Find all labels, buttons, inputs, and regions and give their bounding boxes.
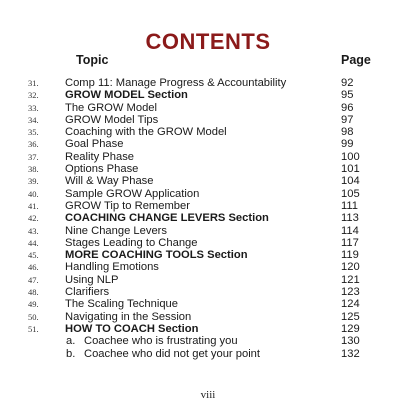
toc-row bbox=[0, 348, 416, 360]
toc-item-label: MORE COACHING TOOLS Section bbox=[65, 249, 248, 262]
toc-item-label: The Scaling Technique bbox=[65, 298, 178, 311]
toc-item-number: 46. bbox=[28, 262, 39, 273]
toc-item-number: 38. bbox=[28, 164, 39, 175]
toc-page-number: 101 bbox=[341, 163, 360, 176]
toc-item-label: Will & Way Phase bbox=[65, 175, 154, 188]
toc-item-number: 48. bbox=[28, 287, 39, 298]
toc-page-number: 100 bbox=[341, 150, 360, 163]
toc-section-row bbox=[0, 249, 416, 261]
toc-page-number: 125 bbox=[341, 310, 360, 323]
toc-row bbox=[0, 151, 416, 163]
toc-page-number: 119 bbox=[341, 249, 359, 262]
toc-page-number: 95 bbox=[341, 89, 354, 102]
toc-page-number: 92 bbox=[341, 77, 354, 89]
page-title: CONTENTS bbox=[145, 29, 271, 54]
toc-item-number: 36. bbox=[28, 139, 39, 150]
toc-row bbox=[0, 114, 416, 126]
toc-item-number: 49. bbox=[28, 299, 39, 310]
toc-page-number: 129 bbox=[341, 322, 360, 335]
toc-item-label: Options Phase bbox=[65, 163, 139, 176]
toc-page-number: 114 bbox=[341, 224, 359, 237]
toc-page-number: 123 bbox=[341, 286, 360, 299]
toc-row bbox=[0, 335, 416, 347]
toc-row bbox=[0, 286, 416, 298]
toc-item-number: 37. bbox=[28, 151, 39, 162]
toc-item-label: Clarifiers bbox=[65, 286, 110, 299]
toc-item-label: Coachee who is frustrating you bbox=[84, 335, 238, 348]
toc-item-label: HOW TO COACH Section bbox=[65, 322, 199, 335]
toc-item-label: GROW Tip to Remember bbox=[65, 199, 190, 212]
toc-page-number: 130 bbox=[341, 335, 360, 348]
toc-item-label: Stages Leading to Change bbox=[65, 236, 198, 249]
toc-item-label: Coaching with the GROW Model bbox=[65, 126, 227, 139]
toc-item-number: 43. bbox=[28, 225, 39, 236]
toc-item-label: Sample GROW Application bbox=[65, 187, 200, 200]
toc-page-number: 96 bbox=[341, 101, 354, 114]
toc-page-number: 99 bbox=[341, 138, 354, 151]
toc-row bbox=[0, 163, 416, 175]
toc-item-number: 34. bbox=[28, 114, 39, 125]
toc-item-label: COACHING CHANGE LEVERS Section bbox=[65, 212, 269, 225]
toc-row bbox=[0, 237, 416, 249]
toc-item-label: Goal Phase bbox=[65, 138, 124, 151]
toc-item-number: 42. bbox=[28, 213, 39, 224]
toc-row bbox=[0, 200, 416, 212]
toc-item-number: 41. bbox=[28, 200, 39, 211]
toc-item-number: 47. bbox=[28, 274, 39, 285]
toc-row bbox=[0, 298, 416, 310]
toc-item-number: 32. bbox=[28, 90, 39, 101]
toc-item-label: Reality Phase bbox=[65, 150, 135, 163]
toc-section-row bbox=[0, 323, 416, 335]
toc-row bbox=[0, 77, 416, 89]
topic-column-header: Topic bbox=[76, 53, 109, 67]
toc-item-number: 31. bbox=[28, 78, 39, 88]
toc-item-number: 33. bbox=[28, 102, 39, 113]
toc-item-label: Comp 11: Manage Progress & Accountability bbox=[65, 77, 287, 89]
toc-row bbox=[0, 188, 416, 200]
toc-item-number: 50. bbox=[28, 311, 39, 322]
toc-row bbox=[0, 225, 416, 237]
toc-page-number: 111 bbox=[341, 199, 359, 212]
toc-row bbox=[0, 274, 416, 286]
toc-item-number: 35. bbox=[28, 127, 39, 138]
toc-section-row bbox=[0, 212, 416, 224]
toc-row bbox=[0, 175, 416, 187]
toc-subitem-letter: b. bbox=[66, 347, 76, 360]
toc-row bbox=[0, 261, 416, 273]
contents-list bbox=[0, 77, 416, 360]
toc-page-number: 120 bbox=[341, 261, 360, 274]
toc-page-number: 104 bbox=[341, 175, 360, 188]
toc-page-number: 113 bbox=[341, 212, 359, 225]
toc-page-number: 124 bbox=[341, 298, 360, 311]
toc-section-row bbox=[0, 89, 416, 101]
toc-page-number: 105 bbox=[341, 187, 360, 200]
toc-item-number: 44. bbox=[28, 237, 39, 248]
page-column-header: Page bbox=[341, 53, 371, 67]
toc-row bbox=[0, 126, 416, 138]
toc-item-number: 40. bbox=[28, 188, 39, 199]
toc-item-label: The GROW Model bbox=[65, 101, 158, 114]
toc-row bbox=[0, 311, 416, 323]
toc-item-label: Using NLP bbox=[65, 273, 119, 286]
toc-item-number: 45. bbox=[28, 250, 39, 261]
toc-item-label: Nine Change Levers bbox=[65, 224, 167, 237]
toc-page-number: 121 bbox=[341, 273, 360, 286]
toc-page-number: 117 bbox=[341, 236, 359, 249]
toc-item-label: GROW Model Tips bbox=[65, 113, 159, 126]
toc-page-number: 97 bbox=[341, 113, 354, 126]
toc-item-number: 51. bbox=[28, 323, 39, 334]
toc-page-number: 98 bbox=[341, 126, 354, 139]
toc-item-label: Handling Emotions bbox=[65, 261, 159, 274]
toc-item-label: Navigating in the Session bbox=[65, 310, 192, 323]
toc-subitem-letter: a. bbox=[66, 335, 76, 348]
toc-item-label: GROW MODEL Section bbox=[65, 89, 188, 102]
page-number-footer: viii bbox=[200, 389, 216, 401]
toc-row bbox=[0, 138, 416, 150]
toc-page-number: 132 bbox=[341, 347, 360, 360]
toc-item-label: Coachee who did not get your point bbox=[84, 347, 261, 360]
toc-item-number: 39. bbox=[28, 176, 39, 187]
toc-row bbox=[0, 102, 416, 114]
